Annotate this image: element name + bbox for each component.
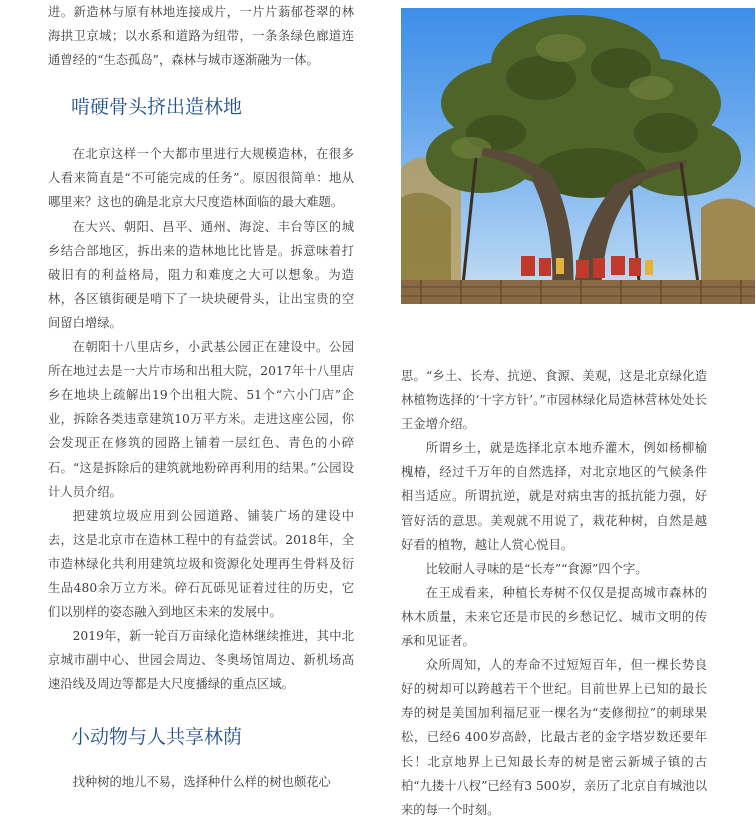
paragraph: 众所周知，人的寿命不过短短百年，但一棵长势良好的树却可以跨越若干个世纪。目前世界上已知的最长寿的树是美国加利福尼亚一棵名为“麦修彻拉”的刺球果松，已经6 400岁高龄，比最古老的金字塔岁数还要年长！北京地界上已知最长寿的树是密云新城子镇的古柏“九搂十八杈”已经有3 500岁，亲历了北京自有城池以来的每一个时刻。 [401, 658, 708, 817]
paragraph: 在大兴、朝阳、昌平、通州、海淀、丰台等区的城乡结合部地区，拆出来的造林地比比皆是。拆意味着打破旧有的利益格局，阻力和难度之大可以想象。为造林，各区镇街硬是啃下了一块块硬骨头，让出宝贵的空间留白增绿。 [48, 219, 354, 330]
paragraph: 在王成看来，种植长寿树不仅仅是提高城市森林的林木质量，未来它还是市民的乡愁记忆、城市文明的传承和见证者。 [401, 585, 707, 649]
paragraph: 找种树的地儿不易，选择种什么样的树也颇花心 [72, 775, 331, 790]
paragraph: 2019年，新一轮百万亩绿化造林继续推进，其中北京城市副中心、世园会周边、冬奥场馆周边、新机场高速沿线及周边等都是大尺度播绿的重点区域。 [48, 629, 354, 692]
paragraph: 在北京这样一个大都市里进行大规模造林，在很多人看来简直是“不可能完成的任务”。原因很简单：地从哪里来？这也的确是北京大尺度造林面临的最大难题。 [48, 147, 354, 210]
right-column [401, 364, 707, 822]
paragraph: 把建筑垃圾应用到公园道路、铺装广场的建设中去，这是北京市在造林工程中的有益尝试。2018年，全市造林绿化共利用建筑垃圾和资源化处理再生骨料及衍生品480余万立方米。碎石瓦砾见证着过往的历史，它们以别样的姿态融入到地区未来的发展中。 [48, 508, 354, 620]
section-heading: 小动物与人共享林荫 [71, 726, 243, 749]
paragraph: 进。新造林与原有林地连接成片，一片片蓊郁苍翠的林海拱卫京城；以水系和道路为纽带，一条条绿色廊道连通曾经的“生态孤岛”，森林与城市逐渐融为一体。 [48, 5, 354, 68]
paragraph: 在朝阳十八里店乡，小武基公园正在建设中。公园所在地过去是一大片市场和出租大院，2017年十八里店乡在地块上疏解出19个出租大院、51个“六小门店”企业，拆除各类违章建筑10万平方米。走进这座公园，你会发现正在修筑的园路上铺着一层红色、青色的小碎石。“这是拆除后的建筑就地粉碎再利用的结果。”公园设计人员介绍。 [48, 340, 354, 499]
paragraph: 所谓乡土，就是选择北京本地乔灌木，例如杨柳榆槐椿，经过千万年的自然选择，对北京地区的气候条件相当适应。所谓抗逆，就是对病虫害的抵抗能力强，好管好活的意思。美观就不用说了，栽花种树，自然是越好看的植物，越让人赏心悦目。 [401, 441, 707, 552]
section-heading: 啃硬骨头挤出造林地 [71, 96, 243, 119]
tree-photo [401, 8, 755, 304]
paragraph: 比较耐人寻味的是“长寿”“食源”四个字。 [425, 561, 648, 576]
paragraph: 思。“乡土、长寿、抗逆、食源、美观，这是北京绿化造林植物选择的‘十字方针’。”市园林绿化局造林营林处处长王金增介绍。 [401, 369, 707, 432]
ancient-cypress-tree-illustration [401, 8, 755, 304]
left-column [48, 0, 354, 795]
